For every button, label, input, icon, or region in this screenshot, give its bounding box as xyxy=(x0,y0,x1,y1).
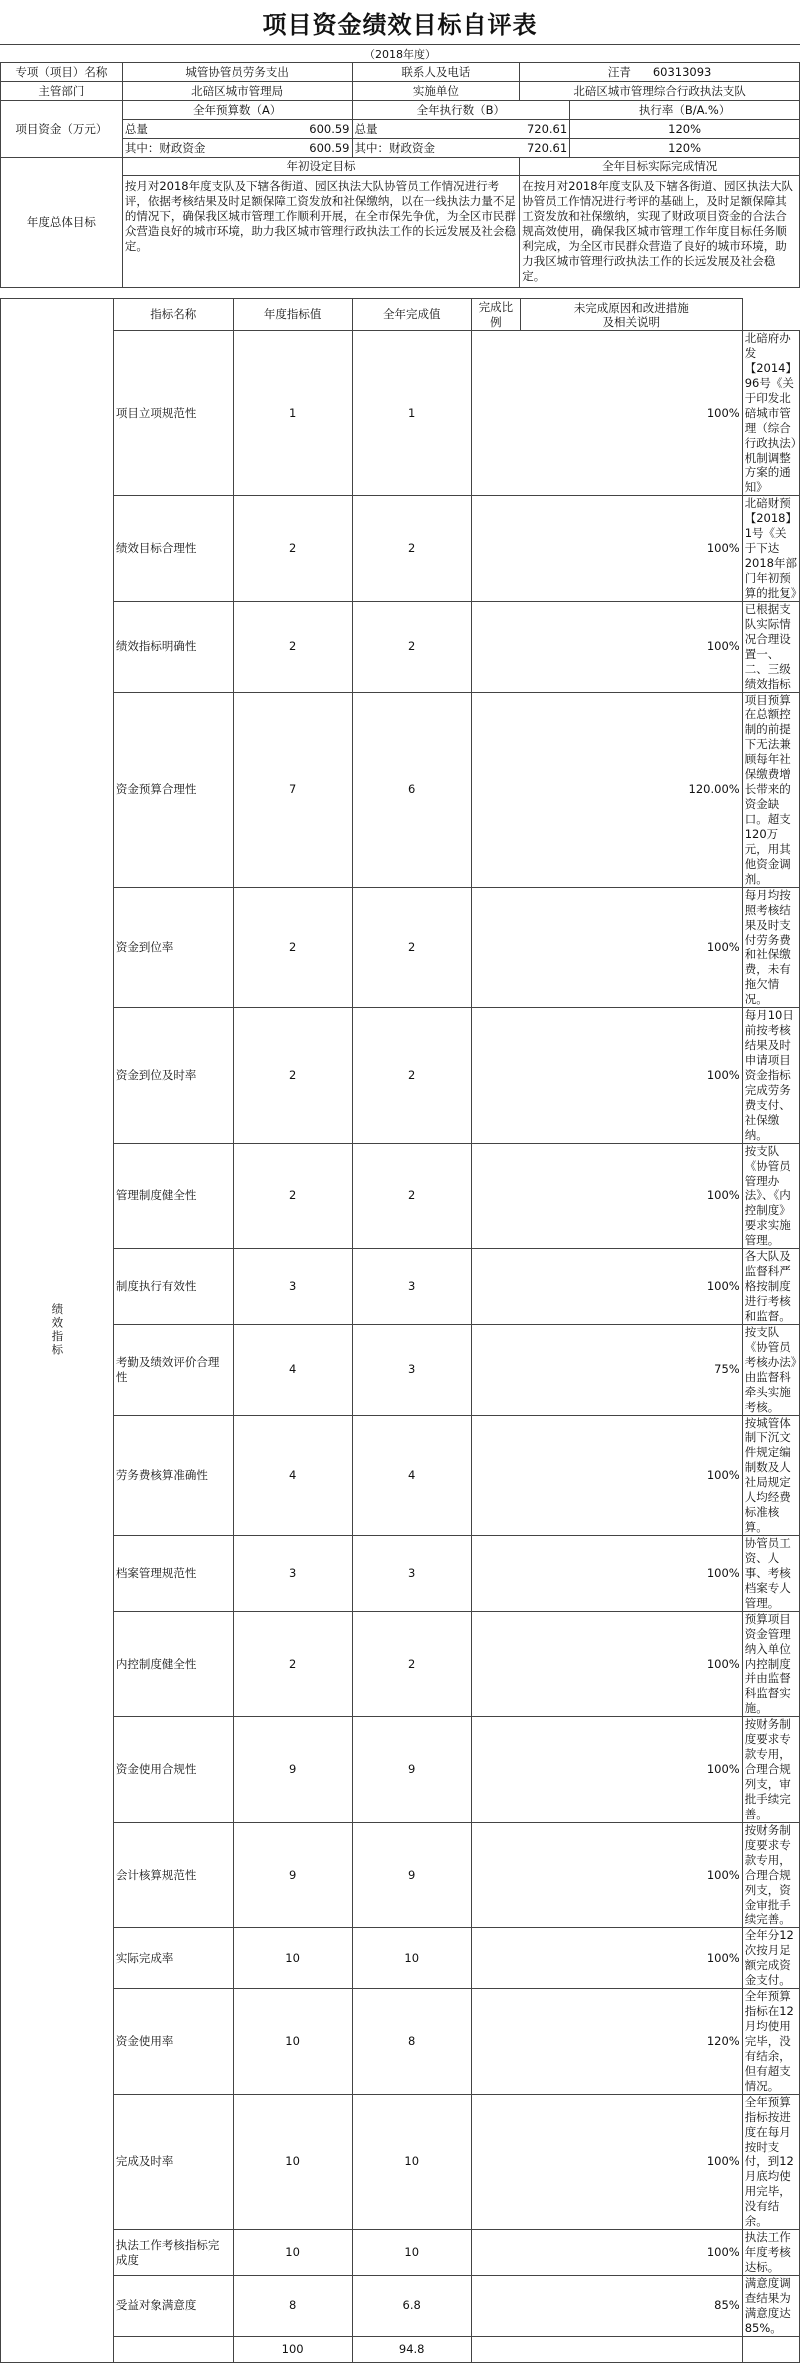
table-row xyxy=(1,1324,800,1415)
indicator-name: 资金预算合理性 xyxy=(113,692,233,887)
year-label: （2018年度） xyxy=(0,44,800,63)
indicator-note: 各大队及监督科严格按制度进行考核和监督。 xyxy=(742,1249,799,1325)
completion-ratio: 75% xyxy=(471,1324,742,1415)
annual-header-row xyxy=(1,158,800,176)
completion-ratio: 120.00% xyxy=(471,692,742,887)
table-row xyxy=(1,1611,800,1717)
target-value: 10 xyxy=(233,1989,352,2095)
table-row xyxy=(1,1989,800,2095)
project-row xyxy=(1,63,800,82)
table-row xyxy=(1,2230,800,2276)
performance-table xyxy=(0,298,800,2363)
col-ratio-header: 完成比例 xyxy=(471,299,520,331)
col-target-header: 年度指标值 xyxy=(233,299,352,331)
initial-target-header: 年初设定目标 xyxy=(122,158,519,176)
table-row xyxy=(1,1249,800,1325)
contact-label: 联系人及电话 xyxy=(352,63,520,82)
project-name-value: 城管协管员劳务支出 xyxy=(122,63,352,82)
target-value: 2 xyxy=(233,1008,352,1143)
total-target: 100 xyxy=(233,2336,352,2362)
indicator-name: 执法工作考核指标完成度 xyxy=(113,2230,233,2276)
target-value: 2 xyxy=(233,1143,352,1249)
completion-ratio: 100% xyxy=(471,1415,742,1536)
table-row xyxy=(1,601,800,692)
indicator-note: 项目预算在总额控制的前提下无法兼顾每年社保缴费增长带来的资金缺口。超支120万元，用其他资金调剂。 xyxy=(742,692,799,887)
table-row xyxy=(1,1415,800,1536)
actual-value: 2 xyxy=(352,1008,471,1143)
completion-ratio: 100% xyxy=(471,496,742,602)
completion-ratio: 100% xyxy=(471,1536,742,1612)
target-value: 7 xyxy=(233,692,352,887)
table-row xyxy=(1,1928,800,1989)
total-row xyxy=(1,2336,800,2362)
project-name-label: 专项（项目）名称 xyxy=(1,63,123,82)
target-value: 4 xyxy=(233,1415,352,1536)
indicator-note: 执法工作年度考核达标。 xyxy=(742,2230,799,2276)
fiscal-label: 其中：财政资金 xyxy=(124,140,206,155)
actual-value: 9 xyxy=(352,1717,471,1823)
table-row xyxy=(1,1143,800,1249)
total-rate: 120% xyxy=(570,120,800,139)
performance-label-cell xyxy=(1,299,114,2363)
unit-label: 实施单位 xyxy=(352,82,520,101)
indicator-name: 内控制度健全性 xyxy=(113,1611,233,1717)
target-value: 3 xyxy=(233,1536,352,1612)
table-row xyxy=(1,1008,800,1143)
table-row xyxy=(1,1717,800,1823)
total-label: 总量 xyxy=(124,121,148,136)
fiscal-budget-cell xyxy=(122,139,352,158)
indicator-note: 按城管体制下沉文件规定编制数及人社局规定人均经费标准核算。 xyxy=(742,1415,799,1536)
total-note-blank xyxy=(742,2336,799,2362)
indicator-note: 北碚财预【2018】1号《关于下达2018年部门年初预算的批复》 xyxy=(742,496,799,602)
completion-ratio: 100% xyxy=(471,1008,742,1143)
fiscal-label-exec: 其中：财政资金 xyxy=(354,140,435,155)
total-actual: 94.8 xyxy=(352,2336,471,2362)
table-row xyxy=(1,331,800,496)
target-value: 10 xyxy=(233,2094,352,2229)
actual-value: 4 xyxy=(352,1415,471,1536)
indicator-name: 绩效目标合理性 xyxy=(113,496,233,602)
target-value: 8 xyxy=(233,2275,352,2336)
completion-ratio: 85% xyxy=(471,2275,742,2336)
page-title: 项目资金绩效目标自评表 xyxy=(262,9,538,39)
actual-value: 10 xyxy=(352,2094,471,2229)
col-name-header: 指标名称 xyxy=(113,299,233,331)
completion-ratio: 100% xyxy=(471,331,742,496)
indicator-note: 协管员工资、人事、考核档案专人管理。 xyxy=(742,1536,799,1612)
actual-value: 10 xyxy=(352,1928,471,1989)
indicator-note: 全年预算指标在12月均使用完毕，没有结余，但有超支情况。 xyxy=(742,1989,799,2095)
indicator-note: 按支队《协管员考核办法》由监督科牵头实施考核。 xyxy=(742,1324,799,1415)
completion-ratio: 100% xyxy=(471,1822,742,1928)
total-budget: 600.59 xyxy=(309,121,350,136)
performance-header-row xyxy=(1,299,800,331)
completion-ratio: 100% xyxy=(471,887,742,1008)
indicator-name: 劳务费核算准确性 xyxy=(113,1415,233,1536)
total-ratio-blank xyxy=(471,2336,742,2362)
indicator-name: 受益对象满意度 xyxy=(113,2275,233,2336)
indicator-name: 实际完成率 xyxy=(113,1928,233,1989)
funds-label: 项目资金（万元） xyxy=(1,101,123,158)
target-value: 9 xyxy=(233,1717,352,1823)
exec-header: 全年执行数（B） xyxy=(352,101,570,120)
indicator-note: 已根据支队实际情况合理设置一、二、三级绩效指标 xyxy=(742,601,799,692)
actual-value: 3 xyxy=(352,1249,471,1325)
actual-value: 6 xyxy=(352,692,471,887)
completion-ratio: 100% xyxy=(471,2230,742,2276)
indicator-name: 资金使用合规性 xyxy=(113,1717,233,1823)
actual-status-text: 在按月对2018年度支队及下辖各街道、园区执法大队协管员工作情况进行考评的基础上，及时足额保障其工资发放和社保缴纳，实现了财政项目资金的合法合规高效使用，确保我区城市管理工作年度目标任务顺利完成，为全区市民群众营造了良好的城市环境，助力我区城市管理行政执法工作的长远发展及社会稳定。 xyxy=(520,176,800,288)
indicator-name: 档案管理规范性 xyxy=(113,1536,233,1612)
actual-value: 2 xyxy=(352,887,471,1008)
completion-ratio: 100% xyxy=(471,1928,742,1989)
col-actual-header: 全年完成值 xyxy=(352,299,471,331)
indicator-note: 全年预算指标按进度在每月按时支付，到12月底均使用完毕，没有结余。 xyxy=(742,2094,799,2229)
actual-value: 3 xyxy=(352,1536,471,1612)
indicator-note: 预算项目资金管理纳入单位内控制度并由监督科监督实施。 xyxy=(742,1611,799,1717)
total-exec-cell xyxy=(352,120,570,139)
completion-ratio: 100% xyxy=(471,601,742,692)
actual-value: 9 xyxy=(352,1822,471,1928)
table-row xyxy=(1,692,800,887)
performance-label: 绩效指标 xyxy=(50,1303,65,1358)
actual-value: 3 xyxy=(352,1324,471,1415)
budget-header: 全年预算数（A） xyxy=(122,101,352,120)
dept-label: 主管部门 xyxy=(1,82,123,101)
contact-value: 汪青 60313093 xyxy=(520,63,800,82)
actual-value: 2 xyxy=(352,1143,471,1249)
funds-header-row xyxy=(1,101,800,120)
table-row xyxy=(1,2094,800,2229)
total-label-exec: 总量 xyxy=(354,121,378,136)
indicator-note: 北碚府办发【2014】96号《关于印发北碚城市管理（综合行政执法）机制调整方案的通知》 xyxy=(742,331,799,496)
indicator-name: 考勤及绩效评价合理性 xyxy=(113,1324,233,1415)
target-value: 2 xyxy=(233,1611,352,1717)
annual-label: 年度总体目标 xyxy=(1,158,123,288)
col-note-header: 未完成原因和改进措施 及相关说明 xyxy=(520,299,742,331)
fiscal-exec-cell xyxy=(352,139,570,158)
actual-value: 6.8 xyxy=(352,2275,471,2336)
actual-value: 2 xyxy=(352,496,471,602)
target-value: 2 xyxy=(233,601,352,692)
completion-ratio: 100% xyxy=(471,1717,742,1823)
indicator-note: 全年分12次按月足额完成资金支付。 xyxy=(742,1928,799,1989)
performance-body xyxy=(1,299,800,2363)
table-row xyxy=(1,887,800,1008)
fiscal-budget: 600.59 xyxy=(309,140,350,155)
indicator-note: 按财务制度要求专款专用，合理合规列支，审批手续完善。 xyxy=(742,1717,799,1823)
indicator-name: 会计核算规范性 xyxy=(113,1822,233,1928)
table-row xyxy=(1,1822,800,1928)
indicator-note: 每月10日前按考核结果及时申请项目资金指标完成劳务费支付、社保缴纳。 xyxy=(742,1008,799,1143)
target-value: 10 xyxy=(233,2230,352,2276)
target-value: 10 xyxy=(233,1928,352,1989)
summary-table xyxy=(0,62,800,288)
rate-header: 执行率（B/A.%） xyxy=(570,101,800,120)
completion-ratio: 120% xyxy=(471,1989,742,2095)
target-value: 2 xyxy=(233,496,352,602)
completion-ratio: 100% xyxy=(471,1249,742,1325)
total-budget-cell xyxy=(122,120,352,139)
completion-ratio: 100% xyxy=(471,2094,742,2229)
table-row xyxy=(1,496,800,602)
completion-ratio: 100% xyxy=(471,1143,742,1249)
target-value: 1 xyxy=(233,331,352,496)
target-value: 4 xyxy=(233,1324,352,1415)
actual-value: 2 xyxy=(352,601,471,692)
actual-value: 1 xyxy=(352,331,471,496)
indicator-note: 每月均按照考核结果及时支付劳务费和社保缴费，未有拖欠情况。 xyxy=(742,887,799,1008)
target-value: 3 xyxy=(233,1249,352,1325)
indicator-name: 项目立项规范性 xyxy=(113,331,233,496)
target-value: 2 xyxy=(233,887,352,1008)
unit-value: 北碚区城市管理综合行政执法支队 xyxy=(520,82,800,101)
indicator-name: 完成及时率 xyxy=(113,2094,233,2229)
total-name-blank xyxy=(113,2336,233,2362)
indicator-note: 满意度调查结果为满意度达85%。 xyxy=(742,2275,799,2336)
actual-value: 10 xyxy=(352,2230,471,2276)
table-row xyxy=(1,1536,800,1612)
actual-value: 2 xyxy=(352,1611,471,1717)
total-exec: 720.61 xyxy=(526,121,568,136)
indicator-name: 管理制度健全性 xyxy=(113,1143,233,1249)
fiscal-exec: 720.61 xyxy=(526,140,568,155)
indicator-name: 资金使用率 xyxy=(113,1989,233,2095)
fiscal-rate: 120% xyxy=(570,139,800,158)
indicator-note: 按财务制度要求专款专用，合理合规列支，资金审批手续完善。 xyxy=(742,1822,799,1928)
dept-value: 北碚区城市管理局 xyxy=(122,82,352,101)
actual-value: 8 xyxy=(352,1989,471,2095)
indicator-name: 资金到位率 xyxy=(113,887,233,1008)
dept-row xyxy=(1,82,800,101)
actual-status-header: 全年目标实际完成情况 xyxy=(520,158,800,176)
initial-target-text: 按月对2018年度支队及下辖各街道、园区执法大队协管员工作情况进行考评，依据考核结果及时足额保障工资发放和社保缴纳，以在一线执法力量不足的情况下，确保我区城市管理工作顺利开展，在全市保先争优，为全区市民群众营造良好的城市环境，助力我区城市管理行政执法工作的长远发展及社会稳定。 xyxy=(122,176,519,288)
indicator-name: 制度执行有效性 xyxy=(113,1249,233,1325)
indicator-name: 资金到位及时率 xyxy=(113,1008,233,1143)
target-value: 9 xyxy=(233,1822,352,1928)
indicator-name: 绩效指标明确性 xyxy=(113,601,233,692)
table-row xyxy=(1,2275,800,2336)
completion-ratio: 100% xyxy=(471,1611,742,1717)
indicator-note: 按支队《协管员管理办法》、《内控制度》要求实施管理。 xyxy=(742,1143,799,1249)
